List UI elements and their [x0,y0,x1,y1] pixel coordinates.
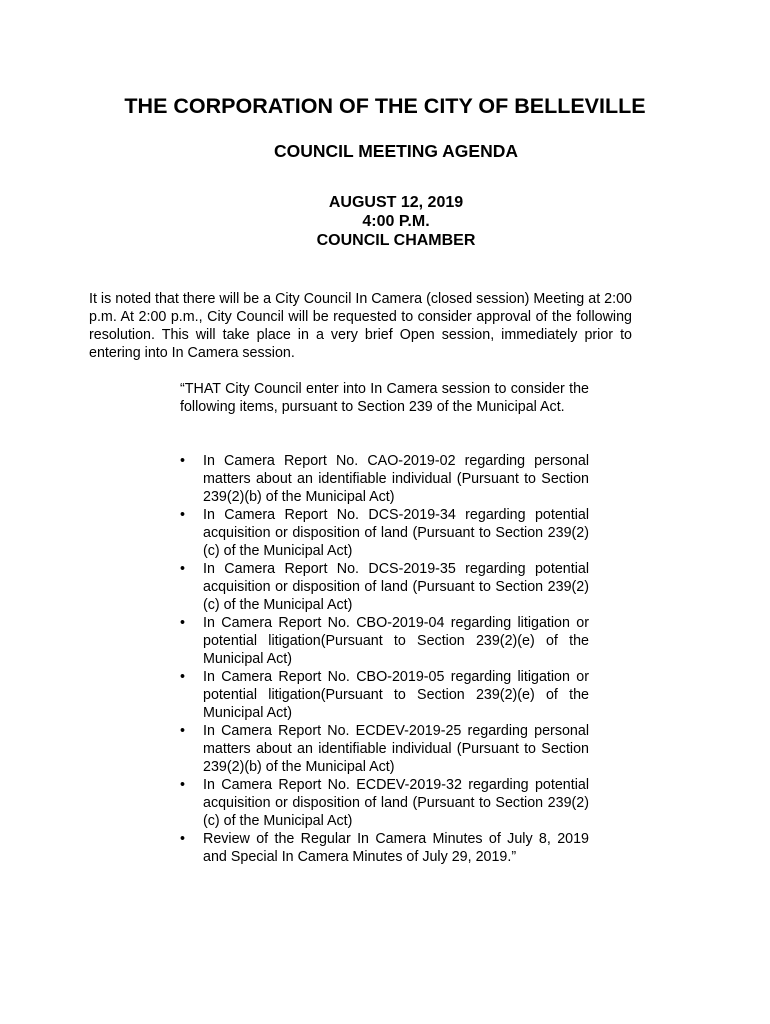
bullet-icon: • [180,777,186,793]
list-item-text: In Camera Report No. CAO-2019-02 regarding personal matters about an identifiable individual (Pursuant to Section 239(2)(b) of the Municipal Act) [203,453,589,505]
bullet-icon: • [180,723,186,739]
meeting-location: COUNCIL CHAMBER [316,232,476,249]
resolution-paragraph: “THAT City Council enter into In Camera session to consider the following items, pursuant to Section 239 of the Municipal Act. [180,381,589,415]
list-item-text: In Camera Report No. DCS-2019-34 regarding potential acquisition or disposition of land (Pursuant to Section 239(2)(c) of the Municipal Act) [203,507,589,559]
bullet-icon: • [180,615,186,631]
meeting-date: AUGUST 12, 2019 [328,194,464,211]
list-item-text: In Camera Report No. CBO-2019-05 regarding litigation or potential litigation(Pursuant to Section 239(2)(e) of the Municipal Act) [203,669,589,721]
meeting-time: 4:00 P.M. [362,213,430,230]
list-item [180,776,589,830]
list-item [180,722,589,776]
list-item [180,452,589,506]
bullet-icon: • [180,507,186,523]
list-item-text: Review of the Regular In Camera Minutes of July 8, 2019 and Special In Camera Minutes of July 29, 2019.” [203,831,589,865]
list-item [180,560,589,614]
list-item [180,614,589,668]
meeting-details [0,193,770,250]
list-item [180,830,589,866]
document-subtitle: COUNCIL MEETING AGENDA [273,141,519,161]
in-camera-items-list [180,452,589,866]
bullet-icon: • [180,669,186,685]
document-title: THE CORPORATION OF THE CITY OF BELLEVILLE [124,94,646,118]
bullet-icon: • [180,831,186,847]
list-item-text: In Camera Report No. CBO-2019-04 regarding litigation or potential litigation(Pursuant to Section 239(2)(e) of the Municipal Act) [203,615,589,667]
list-item-text: In Camera Report No. DCS-2019-35 regarding potential acquisition or disposition of land (Pursuant to Section 239(2)(c) of the Municipal Act) [203,561,589,613]
list-item-text: In Camera Report No. ECDEV-2019-25 regarding personal matters about an identifiable individual (Pursuant to Section 239(2)(b) of the Municipal Act) [203,723,589,775]
bullet-icon: • [180,561,186,577]
list-item [180,506,589,560]
list-item-text: In Camera Report No. ECDEV-2019-32 regarding potential acquisition or disposition of land (Pursuant to Section 239(2)(c) of the Municipal Act) [203,777,589,829]
intro-paragraph: It is noted that there will be a City Council In Camera (closed session) Meeting at 2:00 p.m. At 2:00 p.m., City Council will be requested to consider approval of the following resolution. This will take place in a very brief Open session, immediately prior to entering into In Camera session. [89,291,632,361]
list-item [180,668,589,722]
bullet-icon: • [180,453,186,469]
